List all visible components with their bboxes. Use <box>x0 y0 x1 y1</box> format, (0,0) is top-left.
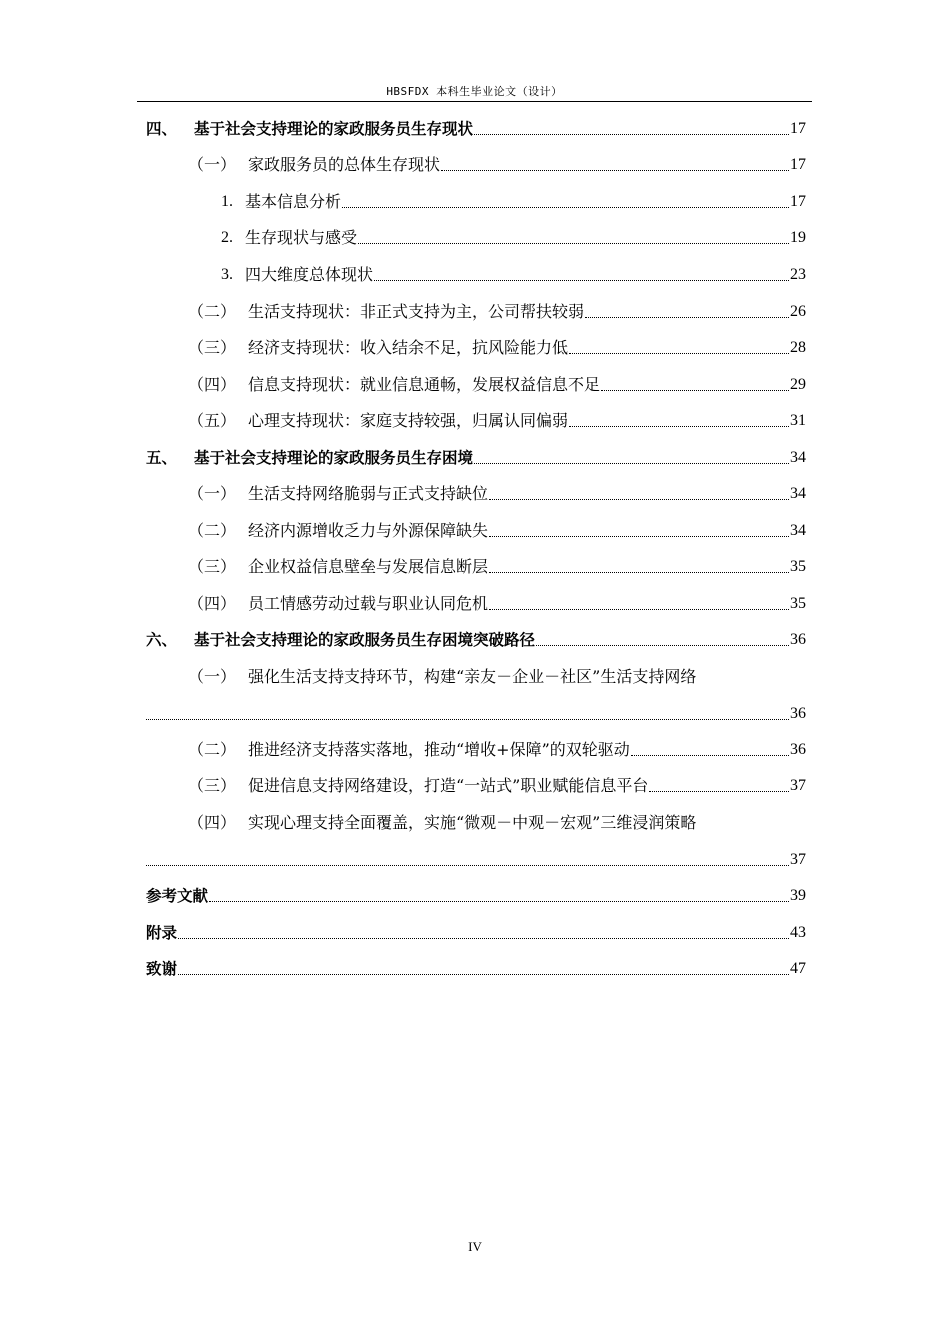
toc-entry-chapter-4[interactable] <box>146 117 806 141</box>
toc-entry-number: 五、 <box>146 449 178 467</box>
toc-entry-title: 经济内源增收乏力与外源保障缺失 <box>248 521 489 540</box>
toc-entry-title: 基于社会支持理论的家政服务员生存困境 <box>194 449 474 467</box>
toc-entry-title: 附录 <box>146 924 178 942</box>
toc-entry-page: 34 <box>790 485 806 502</box>
toc-entry-page: 17 <box>790 120 806 137</box>
toc-entry-number: （二） <box>188 302 237 321</box>
toc-entry-chapter-5[interactable] <box>146 446 806 470</box>
toc-entry-section-4-4[interactable] <box>188 373 806 397</box>
toc-entry-page: 17 <box>790 193 806 210</box>
toc-entry-page: 35 <box>790 558 806 575</box>
toc-entry-page: 43 <box>790 924 806 941</box>
toc-entry-subsection-2[interactable] <box>221 226 806 250</box>
toc-entry-number: （四） <box>188 375 237 394</box>
dot-leader <box>569 426 789 427</box>
dot-leader <box>489 536 789 537</box>
dot-leader <box>489 572 789 573</box>
toc-entry-page: 36 <box>790 741 806 758</box>
page-number: IV <box>468 1239 482 1254</box>
toc-entry-title: 四大维度总体现状 <box>245 265 374 284</box>
dot-leader <box>358 243 789 244</box>
toc-entry-chapter-6[interactable] <box>146 628 806 652</box>
toc-entry-section-5-2[interactable] <box>188 519 806 543</box>
toc-entry-title: 参考文献 <box>146 887 209 905</box>
toc-entry-title: 心理支持现状：家庭支持较强，归属认同偏弱 <box>248 411 569 430</box>
toc-entry-number: 2. <box>221 229 233 246</box>
dot-leader <box>146 719 789 720</box>
toc-entry-title: 强化生活支持支持环节，构建“亲友－企业－社区”生活支持网络 <box>248 667 697 686</box>
toc-entry-title: 家政服务员的总体生存现状 <box>248 155 441 174</box>
toc-entry-title: 基于社会支持理论的家政服务员生存现状 <box>194 120 474 138</box>
toc-entry-number: （一） <box>188 667 237 686</box>
toc-entry-page: 17 <box>790 156 806 173</box>
toc-entry-title: 促进信息支持网络建设，打造“一站式”职业赋能信息平台 <box>248 776 649 795</box>
toc-entry-page: 47 <box>790 960 806 977</box>
toc-entry-number: （三） <box>188 557 237 576</box>
toc-entry-continuation <box>146 848 806 872</box>
toc-entry-title: 信息支持现状：就业信息通畅，发展权益信息不足 <box>248 375 601 394</box>
dot-leader <box>342 207 789 208</box>
toc-entry-page: 34 <box>790 522 806 539</box>
toc-entry-page: 37 <box>790 777 806 794</box>
toc-entry-number: （二） <box>188 521 237 540</box>
dot-leader <box>649 791 789 792</box>
toc-entry-number: 1. <box>221 193 233 210</box>
toc-entry-title: 致谢 <box>146 960 178 978</box>
toc-entry-number: （五） <box>188 411 237 430</box>
toc-entry-title: 企业权益信息壁垒与发展信息断层 <box>248 557 489 576</box>
dot-leader <box>146 865 789 866</box>
toc-entry-page: 36 <box>790 705 806 722</box>
dot-leader <box>178 974 789 975</box>
toc-entry-page: 37 <box>790 851 806 868</box>
toc-entry-number: （四） <box>188 594 237 613</box>
toc-entry-title: 基于社会支持理论的家政服务员生存困境突破路径 <box>194 631 536 649</box>
toc-entry-section-4-3[interactable] <box>188 336 806 360</box>
toc-entry-number: （三） <box>188 776 237 795</box>
toc-entry-references[interactable] <box>146 884 806 908</box>
toc-entry-subsection-1[interactable] <box>221 190 806 214</box>
toc-entry-page: 23 <box>790 266 806 283</box>
dot-leader <box>374 280 789 281</box>
dot-leader <box>631 755 789 756</box>
dot-leader <box>474 463 789 464</box>
toc-entry-number: （三） <box>188 338 237 357</box>
dot-leader <box>474 134 789 135</box>
toc-entry-subsection-3[interactable] <box>221 263 806 287</box>
toc-entry-number: （四） <box>188 813 237 832</box>
dot-leader <box>601 390 789 391</box>
toc-entry-page: 39 <box>790 887 806 904</box>
page-header: HBSFDX 本科生毕业论文（设计） <box>386 85 563 98</box>
dot-leader <box>585 317 789 318</box>
dot-leader <box>209 901 789 902</box>
toc-entry-section-6-1[interactable] <box>188 665 806 689</box>
toc-entry-section-5-1[interactable] <box>188 482 806 506</box>
toc-entry-title: 实现心理支持全面覆盖，实施“微观－中观－宏观”三维浸润策略 <box>248 813 697 832</box>
toc-entry-section-5-3[interactable] <box>188 555 806 579</box>
dot-leader <box>569 353 789 354</box>
toc-entry-title: 生活支持现状：非正式支持为主，公司帮扶较弱 <box>248 302 585 321</box>
dot-leader <box>489 609 789 610</box>
dot-leader <box>536 645 789 646</box>
dot-leader <box>489 499 789 500</box>
dot-leader <box>178 938 789 939</box>
toc-entry-section-6-2[interactable] <box>188 738 806 762</box>
toc-entry-title: 经济支持现状：收入结余不足，抗风险能力低 <box>248 338 569 357</box>
toc-entry-acknowledgements[interactable] <box>146 957 806 981</box>
toc-entry-number: 六、 <box>146 631 178 649</box>
toc-entry-continuation <box>146 702 806 726</box>
toc-entry-title: 员工情感劳动过载与职业认同危机 <box>248 594 489 613</box>
toc-entry-title: 生存现状与感受 <box>245 228 358 247</box>
toc-entry-title: 基本信息分析 <box>245 192 342 211</box>
toc-entry-section-4-5[interactable] <box>188 409 806 433</box>
toc-entry-section-5-4[interactable] <box>188 592 806 616</box>
toc-entry-section-6-4[interactable] <box>188 811 806 835</box>
toc-entry-appendix[interactable] <box>146 921 806 945</box>
toc-entry-title: 生活支持网络脆弱与正式支持缺位 <box>248 484 489 503</box>
toc-entry-section-6-3[interactable] <box>188 774 806 798</box>
toc-entry-page: 35 <box>790 595 806 612</box>
toc-entry-title: 推进经济支持落实落地，推动“增收+保障”的双轮驱动 <box>248 740 630 759</box>
toc-entry-number: （二） <box>188 740 237 759</box>
toc-entry-section-4-2[interactable] <box>188 300 806 324</box>
toc-entry-page: 19 <box>790 229 806 246</box>
toc-entry-number: 四、 <box>146 120 178 138</box>
toc-entry-page: 29 <box>790 376 806 393</box>
toc-entry-number: （一） <box>188 484 237 503</box>
toc-entry-page: 31 <box>790 412 806 429</box>
toc-entry-number: 3. <box>221 266 233 283</box>
toc-entry-page: 36 <box>790 631 806 648</box>
toc-entry-page: 26 <box>790 303 806 320</box>
toc-entry-section-4-1[interactable] <box>188 153 806 177</box>
toc-entry-number: （一） <box>188 155 237 174</box>
toc-entry-page: 28 <box>790 339 806 356</box>
dot-leader <box>441 170 789 171</box>
toc-entry-page: 34 <box>790 449 806 466</box>
